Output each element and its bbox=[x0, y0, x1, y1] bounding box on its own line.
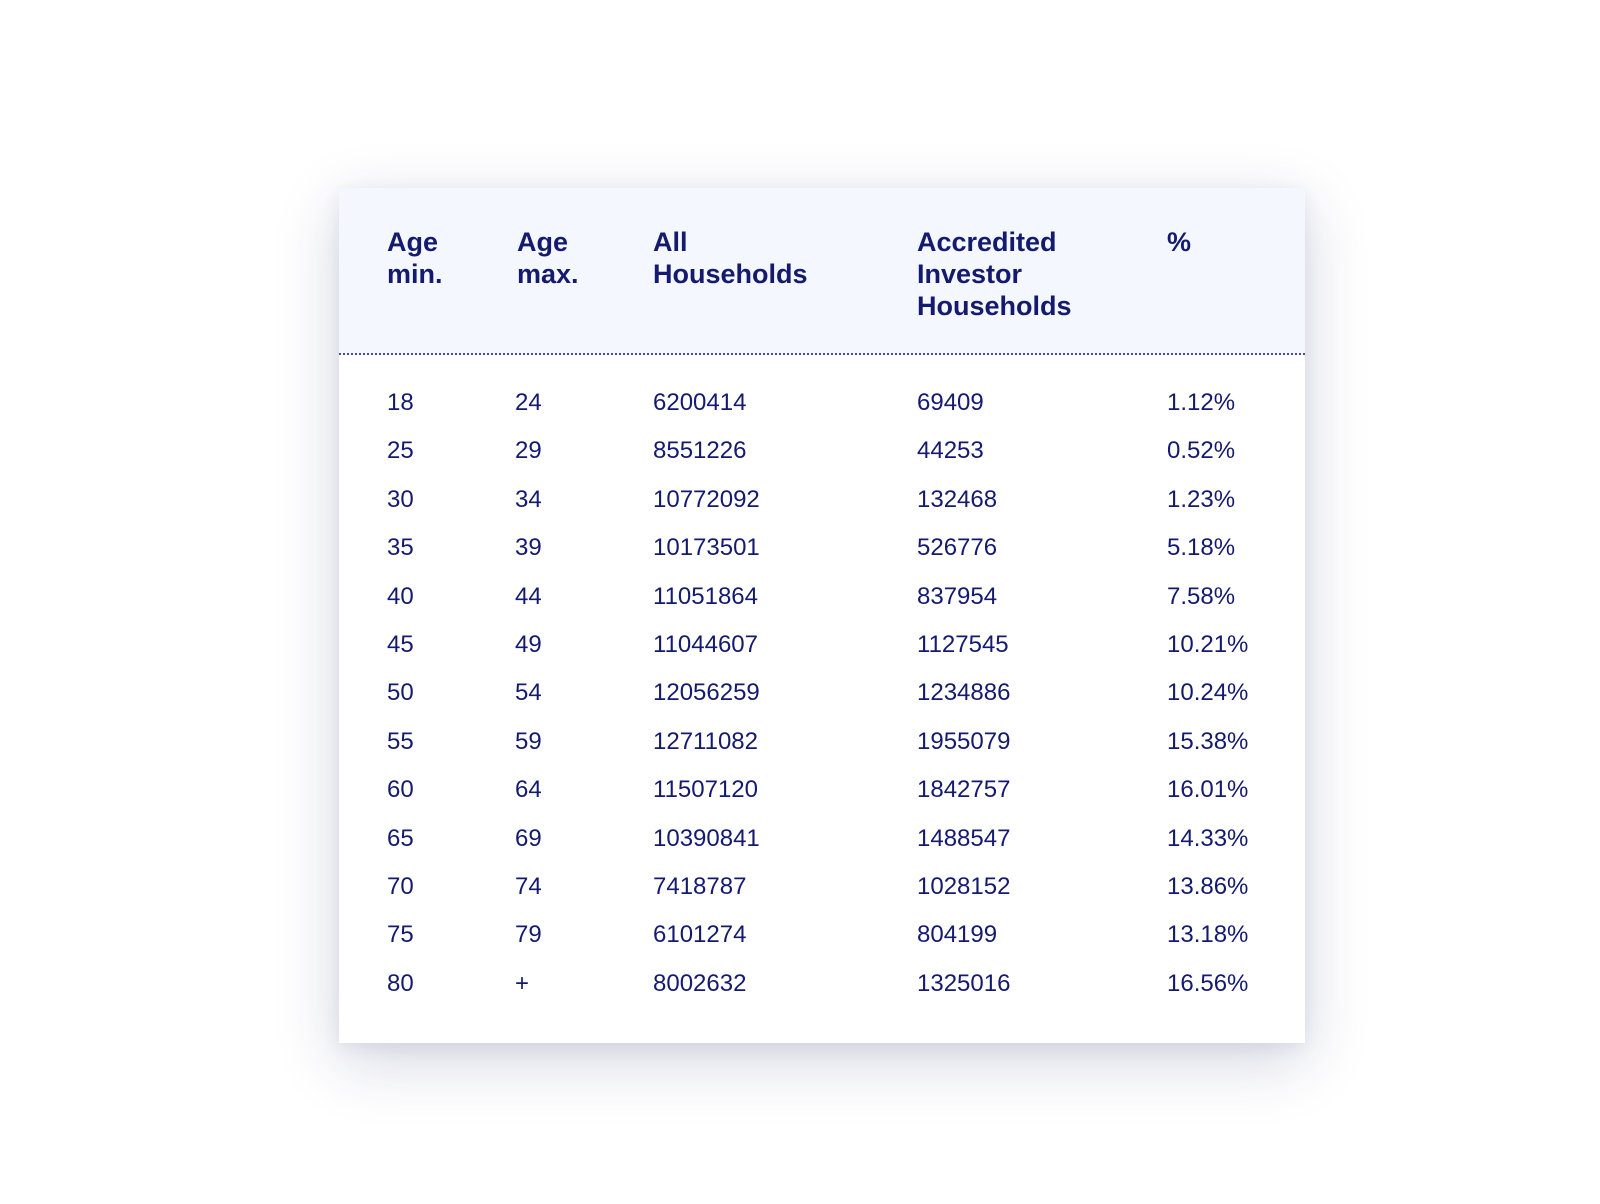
age-min-cell: 40 bbox=[387, 582, 414, 610]
table-row bbox=[339, 918, 1305, 966]
all-households-cell: 8551226 bbox=[653, 437, 747, 465]
table-row bbox=[339, 531, 1305, 579]
table-row bbox=[339, 870, 1305, 918]
table-row bbox=[339, 773, 1305, 821]
age-min-cell: 30 bbox=[387, 485, 414, 513]
age-max-cell: 64 bbox=[515, 776, 542, 804]
header-all-households: All Households bbox=[653, 227, 808, 289]
all-households-cell: 6101274 bbox=[653, 921, 747, 949]
age-min-cell: 45 bbox=[387, 630, 414, 658]
all-households-cell: 11507120 bbox=[653, 776, 758, 804]
header-age-max: Age max. bbox=[517, 227, 579, 289]
age-min-cell: 70 bbox=[387, 872, 414, 900]
age-max-cell: + bbox=[515, 969, 530, 997]
accredited-households-cell: 837954 bbox=[917, 582, 998, 610]
age-max-cell: 34 bbox=[515, 485, 542, 513]
percent-cell: 1.12% bbox=[1167, 389, 1236, 416]
age-min-cell: 50 bbox=[387, 679, 414, 707]
accredited-households-cell: 132468 bbox=[917, 485, 998, 513]
all-households-cell: 11044607 bbox=[653, 630, 758, 658]
age-min-cell: 35 bbox=[387, 534, 414, 562]
header-percent: % bbox=[1167, 227, 1192, 257]
accredited-households-cell: 1488547 bbox=[917, 824, 1011, 852]
age-min-cell: 60 bbox=[387, 776, 414, 804]
all-households-cell: 10173501 bbox=[653, 534, 760, 562]
age-max-cell: 44 bbox=[515, 582, 542, 610]
header-age-min: Age min. bbox=[387, 227, 443, 289]
all-households-cell: 12056259 bbox=[653, 679, 760, 707]
table-row bbox=[339, 628, 1305, 676]
all-households-cell: 10772092 bbox=[653, 485, 760, 513]
all-households-cell: 10390841 bbox=[653, 824, 760, 852]
age-min-cell: 25 bbox=[387, 437, 414, 465]
percent-cell: 15.38% bbox=[1167, 727, 1249, 755]
age-max-cell: 74 bbox=[515, 872, 542, 900]
accredited-households-cell: 1842757 bbox=[917, 776, 1011, 804]
age-max-cell: 29 bbox=[515, 437, 542, 465]
age-min-cell: 80 bbox=[387, 969, 414, 997]
percent-cell: 10.24% bbox=[1167, 679, 1249, 707]
percent-cell: 16.01% bbox=[1167, 776, 1249, 804]
age-max-cell: 59 bbox=[515, 727, 542, 755]
accredited-households-cell: 1955079 bbox=[917, 727, 1011, 755]
percent-cell: 13.18% bbox=[1167, 921, 1249, 949]
accredited-households-cell: 804199 bbox=[917, 921, 998, 949]
table-row bbox=[339, 725, 1305, 773]
age-min-cell: 18 bbox=[387, 389, 414, 416]
table-row bbox=[339, 580, 1305, 628]
age-min-cell: 65 bbox=[387, 824, 414, 852]
age-max-cell: 69 bbox=[515, 824, 542, 852]
percent-cell: 16.56% bbox=[1167, 969, 1249, 997]
table-body bbox=[339, 386, 1305, 1015]
accredited-households-cell: 44253 bbox=[917, 437, 984, 465]
table-row bbox=[339, 434, 1305, 482]
age-max-cell: 79 bbox=[515, 921, 542, 949]
accredited-households-cell: 1028152 bbox=[917, 872, 1011, 900]
all-households-cell: 12711082 bbox=[653, 727, 758, 755]
percent-cell: 14.33% bbox=[1167, 824, 1249, 852]
percent-cell: 5.18% bbox=[1167, 534, 1236, 562]
percent-cell: 0.52% bbox=[1167, 437, 1236, 465]
accredited-households-cell: 1127545 bbox=[917, 630, 1009, 658]
table-row bbox=[339, 967, 1305, 1015]
all-households-cell: 6200414 bbox=[653, 389, 747, 416]
table-row bbox=[339, 483, 1305, 531]
table-row bbox=[339, 822, 1305, 870]
percent-cell: 13.86% bbox=[1167, 872, 1249, 900]
table-row bbox=[339, 386, 1305, 434]
age-min-cell: 55 bbox=[387, 727, 414, 755]
accredited-households-cell: 526776 bbox=[917, 534, 998, 562]
age-max-cell: 54 bbox=[515, 679, 542, 707]
age-max-cell: 24 bbox=[515, 389, 542, 416]
accredited-households-cell: 1234886 bbox=[917, 679, 1011, 707]
percent-cell: 1.23% bbox=[1167, 485, 1236, 513]
all-households-cell: 8002632 bbox=[653, 969, 747, 997]
age-max-cell: 49 bbox=[515, 630, 542, 658]
accredited-households-cell: 69409 bbox=[917, 389, 984, 416]
all-households-cell: 11051864 bbox=[653, 582, 758, 610]
table-row bbox=[339, 676, 1305, 724]
accredited-households-cell: 1325016 bbox=[917, 969, 1011, 997]
table-header bbox=[339, 188, 1305, 355]
percent-cell: 7.58% bbox=[1167, 582, 1236, 610]
header-accredited-investor-households: Accredited Investor Households bbox=[917, 227, 1072, 321]
age-max-cell: 39 bbox=[515, 534, 542, 562]
data-table-card bbox=[339, 188, 1305, 1043]
all-households-cell: 7418787 bbox=[653, 872, 747, 900]
percent-cell: 10.21% bbox=[1167, 630, 1249, 658]
age-min-cell: 75 bbox=[387, 921, 414, 949]
